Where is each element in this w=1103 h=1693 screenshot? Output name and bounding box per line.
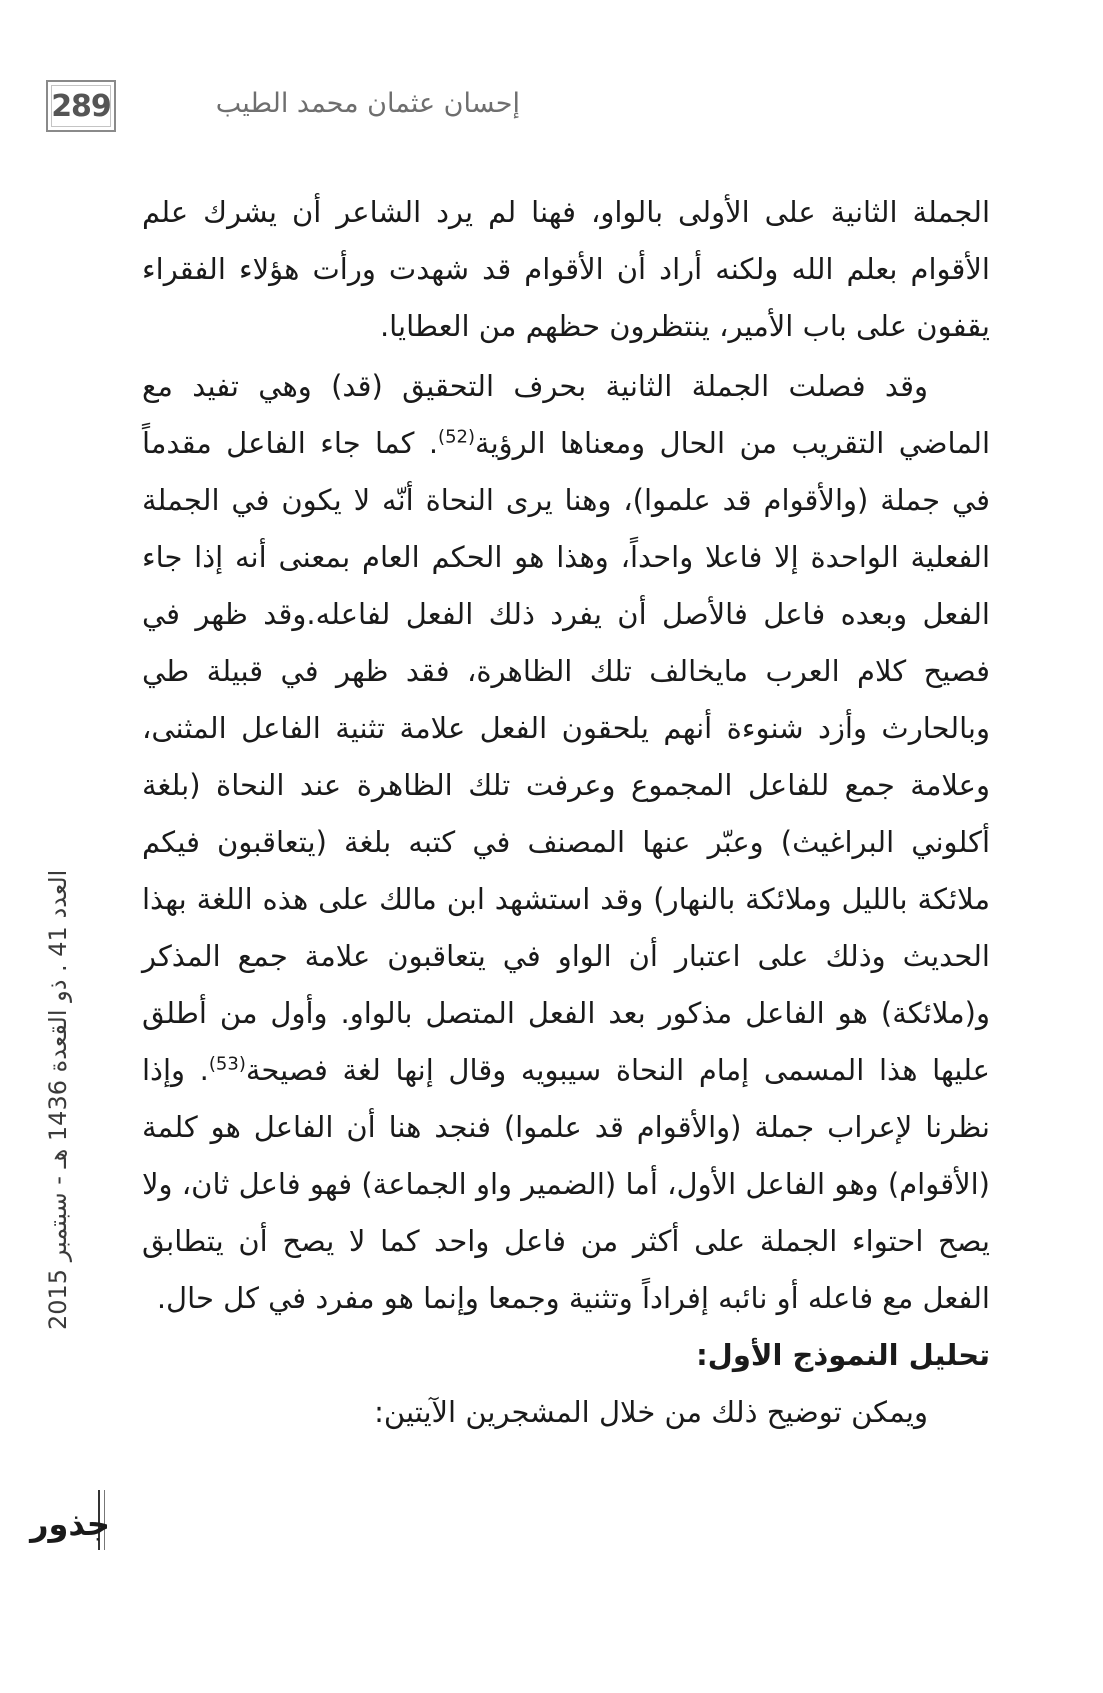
- paragraph-2-part-2: . كما جاء الفاعل مقدماً في جملة (والأقوام قد علموا)، وهنا يرى النحاة أنّه لا يكون في الجملة الفعلية الواحدة إلا فاعلا واحداً، وهذا هو الحكم العام بمعنى أنه إذا جاء الفعل وبعده فاعل فالأصل أن يفرد ذلك الفعل لفاعله.وقد ظهر في فصيح كلام العرب مايخالف تلك الظاهرة، فقد ظهر في قبيلة طي وبالحارث وأزد شنوءة أنهم يلحقون الفعل علامة تثنية الفاعل المثنى، وعلامة جمع للفاعل المجموع وعرفت تلك الظاهرة عند النحاة (بلغة أكلوني البراغيث) وعبّر عنها المصنف في كتبه بلغة (يتعاقبون فيكم ملائكة بالليل وملائكة بالنهار) وقد استشهد ابن مالك على هذه اللغة بهذا الحديث وذلك على اعتبار أن الواو في يتعاقبون علامة جمع المذكر و(ملائكة) هو الفاعل مذكور بعد الفعل المتصل بالواو. وأول من أطلق عليها هذا المسمى إمام النحاة سيبويه وقال إنها لغة فصيحة: [142, 426, 990, 1087]
- paragraph-1: [142, 184, 990, 355]
- footnote-ref-53: (53): [208, 1053, 246, 1075]
- paragraph-2-part-3: . وإذا نظرنا لإعراب جملة (والأقوام قد علموا) فنجد هنا أن الفاعل هو كلمة (الأقوام) وهو الفاعل الأول، أما (الضمير واو الجماعة) فهو فاعل ثان، ولا يصح احتواء الجملة على أكثر من فاعل واحد كما لا يصح أن يتطابق الفعل مع فاعله أو نائبه إفراداً وتثنية وجمعا وإنما هو مفرد في كل حال.: [142, 1053, 990, 1315]
- paragraph-1-line-3: يقفون على باب الأمير، ينتظرون حظهم من العطايا.: [379, 309, 990, 343]
- closing-line: ويمكن توضيح ذلك من خلال المشجرين الآيتين:: [374, 1395, 928, 1429]
- page-number-box: [46, 80, 116, 132]
- running-head-author: إحسان عثمان محمد الطيب: [215, 88, 520, 119]
- page-number: 289: [51, 88, 111, 124]
- paragraph-2-part-1: وقد فصلت الجملة الثانية بحرف التحقيق (قد) وهي تفيد مع الماضي التقريب من الحال ومعناها الرؤية: [142, 369, 991, 460]
- section-heading: تحليل النموذج الأول:: [696, 1338, 990, 1372]
- issue-info: العدد 41 . ذو القعدة 1436 هـ - سبتمبر 2015: [44, 870, 72, 1331]
- footnote-ref-52: (52): [438, 426, 476, 448]
- paragraph-2: [142, 358, 990, 1327]
- paragraph-1-line-2: الأقوام بعلم الله ولكنه أراد أن الأقوام قد شهدت ورأت هؤلاء الفقراء: [142, 252, 990, 286]
- article-body: [142, 184, 990, 1441]
- journal-logo: جذور: [30, 1505, 110, 1543]
- issue-sidebar: [28, 870, 108, 1500]
- paragraph-1-line-1: الجملة الثانية على الأولى بالواو، فهنا لم يرد الشاعر أن يشرك علم: [142, 195, 990, 229]
